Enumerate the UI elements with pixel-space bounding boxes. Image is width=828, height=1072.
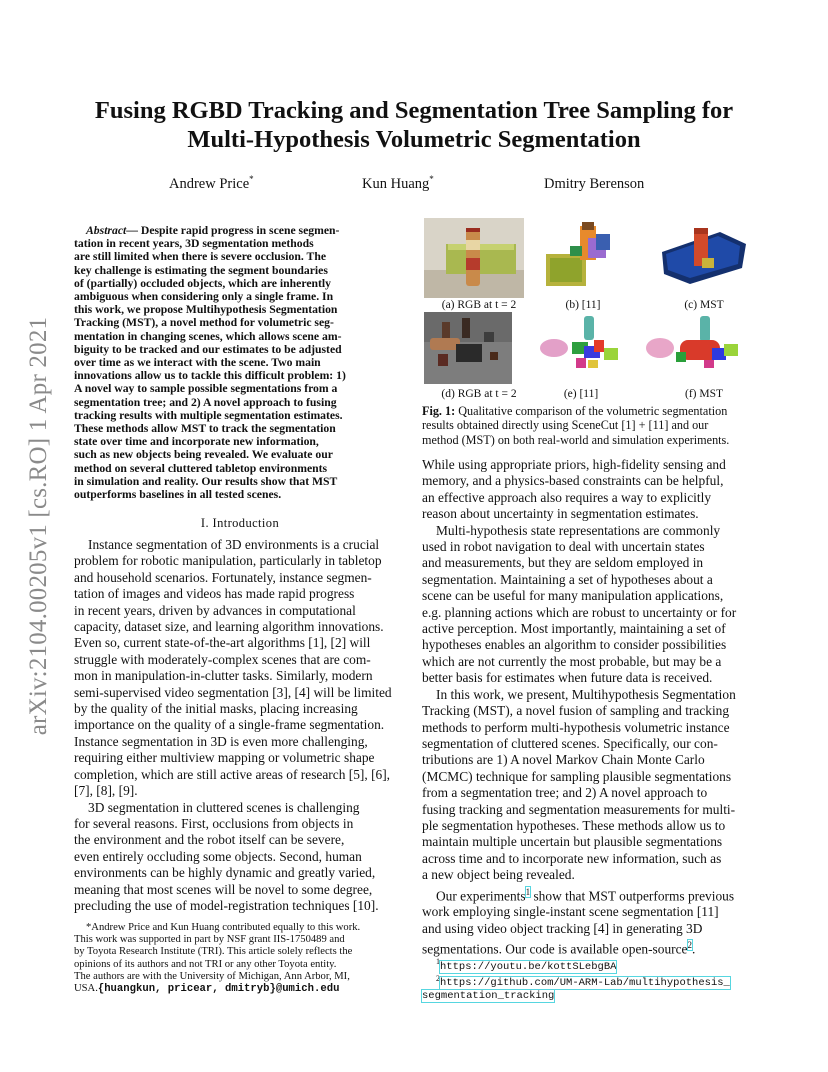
author-2: Kun Huang*	[362, 174, 434, 192]
author-1: Andrew Price*	[169, 174, 254, 192]
body-line: and using video object tracking [4] in generating 3D	[422, 920, 703, 936]
body-line: capacity, dataset size, and learning algorithm innovations.	[74, 619, 384, 635]
right-column-body	[422, 457, 758, 958]
body-line: 3D segmentation in cluttered scenes is challenging	[88, 799, 360, 815]
body-line: Even so, current state-of-the-art algorithms [1], [2] will	[74, 635, 371, 651]
fig-panel-c-mst-real	[650, 222, 758, 298]
figure-1-caption: Fig. 1: Qualitative comparison of the volumetric segmentation results obtained directly using SceneCut [1] + [11] and our method (MST) on both real-world and simulation experiments.	[422, 404, 730, 447]
paper-title: Fusing RGBD Tracking and Segmentation Tree Sampling for Multi-Hypothesis Volumetric Segmentation	[94, 97, 734, 153]
body-line: mon in manipulation-in-clutter tasks. Similarly, modern	[74, 668, 373, 684]
body-line: and household scenarios. Fortunately, instance segmen-	[74, 569, 372, 585]
section-heading: I. Introduction	[200, 516, 280, 530]
fig-caption-b: (b) [11]	[565, 299, 601, 311]
abstract-line: Abstract— Despite rapid progress in scene segmen-	[86, 224, 340, 237]
body-line: used in robot navigation to deal with uncertain states	[422, 539, 705, 555]
body-line: requiring either multiview mapping or volumetric shape	[74, 750, 375, 766]
url-footnotes: $^1$https://youtu.be/kottSLebgBA $^2$https://github.com/UM-ARM-Lab/multihypothesis_ segmentation_tracking	[422, 957, 730, 1002]
abstract-line: Tracking (MST), a novel method for volumetric seg-	[74, 316, 334, 330]
abstract-line: tation in recent years, 3D segmentation methods	[74, 237, 314, 251]
abstract-line: biguity to be tracked and our estimates to be adjusted	[74, 342, 342, 356]
body-line: semi-supervised video segmentation [3], [4] will be limited	[74, 684, 392, 700]
fig-caption-d: (d) RGB at t = 2	[441, 388, 517, 400]
body-line: e.g. planning actions which are robust to uncertainty or for	[422, 604, 737, 620]
body-line: active perception. Most importantly, maintaining a set of	[422, 621, 726, 637]
body-line: segmentation. Maintaining a set of hypotheses about a	[422, 571, 713, 587]
body-line: Our experiments$^1$ show that MST outperforms previous	[436, 886, 735, 904]
fig-panel-e-baseline-sim	[532, 312, 632, 382]
body-line: (MCMC) technique for sampling plausible segmentations	[422, 768, 732, 784]
fig-panel-d-rgb-sim	[424, 312, 512, 384]
body-line: hypotheses enables an algorithm to consider possibilities	[422, 637, 727, 653]
body-line: an effective approach also requires a way to explicitly	[422, 489, 712, 505]
body-line: the environment and the robot itself can be severe,	[74, 832, 345, 848]
body-line: from a segmentation tree; and 2) A novel approach to	[422, 785, 708, 801]
body-line: environments can be highly dynamic and greatly varied,	[74, 865, 376, 881]
body-line: for several reasons. First, occlusions from objects in	[74, 815, 354, 831]
abstract-line: A novel way to sample possible segmentations from a	[74, 382, 338, 396]
abstract-line: this work, we propose Multihypothesis Segmentation	[74, 303, 338, 317]
abstract-line: in simulation and reality. Our results show that MST	[74, 474, 338, 488]
arxiv-side-stamp: arXiv:2104.00205v1 [cs.RO] 1 Apr 2021	[25, 316, 52, 736]
fig-caption-a: (a) RGB at t = 2	[441, 299, 517, 311]
body-line: methods to perform multi-hypothesis volumetric instance	[422, 719, 730, 735]
author-footnote: *Andrew Price and Kun Huang contributed equally to this work. This work was supported in part by NSF grant IIS-1750489 and by Toyota Research Institute (TRI). This article solely reflects the opinions of its authors and not TRI or any other Toyota entity. The authors are with the University of Michigan, Ann Arbor, MI, USA.{huangkun, pricear, dmitryb}@umich.edu	[74, 922, 361, 996]
abstract-line: method on several cluttered tabletop environments	[74, 461, 328, 475]
body-line: tation of images and videos has made rapid progress	[74, 586, 355, 602]
fig-caption-e: (e) [11]	[563, 388, 599, 400]
body-line: scene can be useful for many manipulation applications,	[422, 588, 724, 604]
fig-panel-b-baseline-real	[536, 216, 630, 298]
body-line: segmentations. Our code is available open-source$^2$.	[422, 940, 696, 957]
abstract-line: ambiguous when considering only a single frame. In	[74, 290, 334, 304]
abstract-line: segmentation tree; and 2) A novel approach to fusing	[74, 395, 337, 409]
body-line: in recent years, driven by advances in computational	[74, 602, 356, 618]
body-line: Instance segmentation of 3D environments is a crucial	[88, 537, 380, 552]
body-line: tributions are 1) A novel Markov Chain Monte Carlo	[422, 752, 705, 768]
abstract-line: are still limited when there is severe occlusion. The	[74, 250, 327, 264]
body-line: which are not currently the most probable, but may be a	[422, 653, 722, 669]
body-line: Instance segmentation in 3D is even more challenging,	[74, 733, 368, 749]
body-line: completion, which are still active areas of research [5], [6],	[74, 766, 391, 782]
body-line: struggle with moderately-complex scenes that are com-	[74, 651, 371, 667]
body-line: memory, and a physics-based constraints can be helpful,	[422, 473, 724, 489]
abstract-line: such as new objects being revealed. We evaluate our	[74, 448, 333, 462]
github-link-cont[interactable]: segmentation_tracking	[422, 989, 555, 1002]
left-column-body	[74, 537, 406, 914]
fig-caption-f: (f) MST	[684, 388, 723, 400]
video-link[interactable]: https://youtu.be/kottSLebgBA	[440, 960, 617, 973]
body-line: even entirely occluding some objects. Second, human	[74, 848, 362, 864]
body-line: precluding the use of model-registration techniques [10].	[74, 897, 379, 913]
footnote-link-1[interactable]: 1	[525, 886, 531, 897]
body-line: In this work, we present, Multihypothesis Segmentation	[436, 686, 736, 702]
body-line: work employing single-instant scene segmentation [11]	[422, 904, 719, 920]
body-line: by the quality of the initial masks, placing increasing	[74, 701, 358, 717]
author-3: Dmitry Berenson	[544, 175, 645, 192]
author-emails: {huangkun, pricear, dmitryb}@umich.edu	[97, 983, 340, 996]
body-line: While using appropriate priors, high-fidelity sensing and	[422, 457, 726, 472]
body-line: ple segmentation hypotheses. These methods allow us to	[422, 817, 726, 833]
body-line: meaning that most scenes will be novel to some degree,	[74, 881, 373, 897]
body-line: fusing tracking and segmentation measurements for multi-	[422, 801, 736, 817]
abstract-line: mentation in changing scenes, which allows scene am-	[74, 329, 342, 343]
abstract-line: tracking results with multiple segmentation estimates.	[74, 408, 343, 422]
abstract-line: outperforms baselines in all tested scenes.	[74, 488, 282, 502]
abstract-line: of (partially) occluded objects, which are inherently	[74, 276, 331, 290]
body-line: reason about uncertainty in segmentation estimates.	[422, 506, 699, 522]
body-line: segmentation of cluttered scenes. Specifically, our con-	[422, 735, 718, 751]
github-link[interactable]: https://github.com/UM-ARM-Lab/multihypothesis_	[440, 977, 730, 990]
abstract-line: These methods allow MST to track the segmentation	[74, 422, 336, 436]
footnote-link-2[interactable]: 2	[687, 940, 692, 951]
body-line: better basis for estimates when future data is received.	[422, 670, 713, 686]
fig-caption-c: (c) MST	[684, 299, 724, 311]
body-line: across time and to incorporate new information, such as	[422, 850, 722, 866]
body-line: a new object being revealed.	[422, 867, 575, 883]
abstract-line: key challenge is estimating the segment boundaries	[74, 263, 328, 277]
body-line: Multi-hypothesis state representations are commonly	[436, 522, 721, 538]
fig-panel-a-rgb-real	[424, 218, 524, 298]
abstract-line: state over time and incorporate new information,	[74, 435, 319, 449]
body-line: maintain multiple uncertain but plausible segmentations	[422, 834, 723, 850]
fig-panel-f-mst-sim	[640, 312, 758, 382]
abstract-line: over time as we interact with the scene. Two main	[74, 356, 321, 370]
body-line: importance on the quality of a single-frame segmentation.	[74, 717, 385, 733]
body-line: problem for robotic manipulation, particularly in tabletop	[74, 553, 382, 569]
abstract	[74, 224, 406, 501]
body-line: [7], [8], [9].	[74, 783, 138, 799]
body-line: and measurements, but they are seldom employed in	[422, 555, 704, 571]
body-line: Tracking (MST), a novel fusion of sampling and tracking	[422, 703, 730, 719]
abstract-line: innovations allow us to tackle this difficult problem: 1)	[74, 369, 346, 383]
